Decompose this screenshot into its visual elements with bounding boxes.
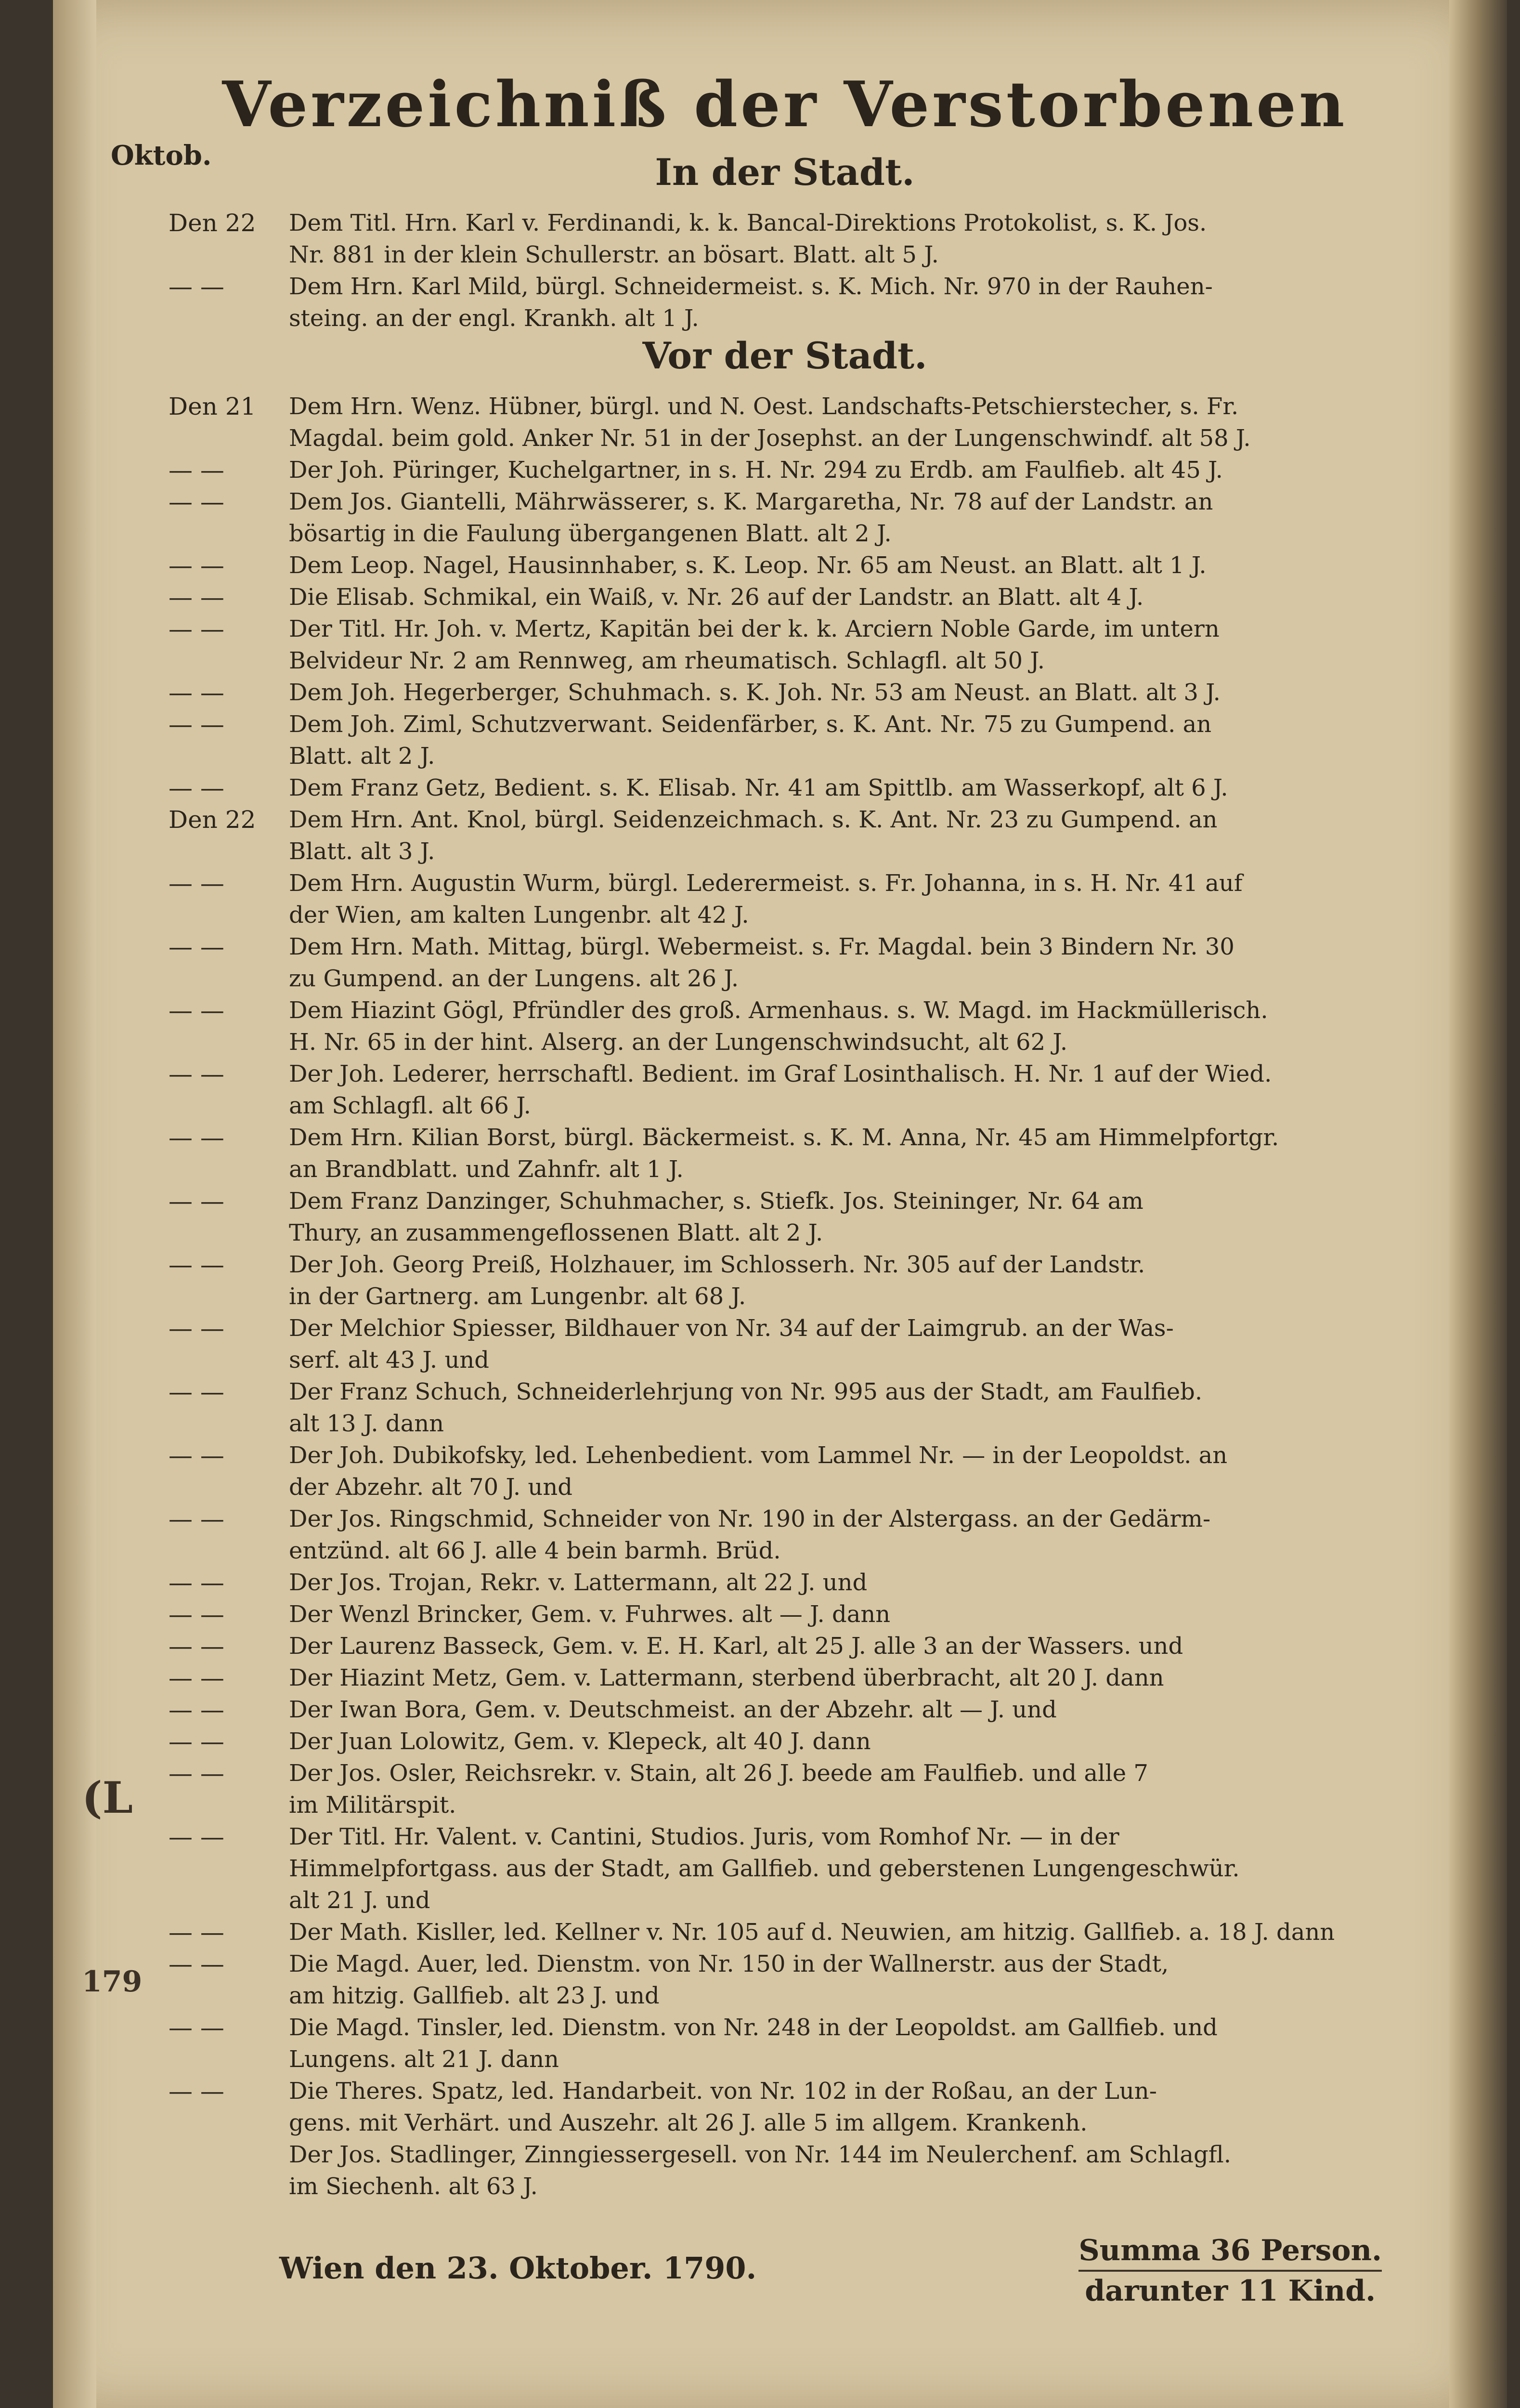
entry-line: Magdal. beim gold. Anker Nr. 51 in der Josephst. an der Lungenschwindf. alt 58 J. — [289, 425, 1251, 452]
entry-line: bösartig in die Faulung übergangenen Blatt. alt 2 J. — [289, 520, 892, 547]
entry-text — [289, 2139, 1401, 2202]
entry-line: Lungens. alt 21 J. dann — [289, 2046, 559, 2073]
entry-text — [289, 550, 1401, 581]
entry-line: Dem Hrn. Kilian Borst, bürgl. Bäckermeist. s. K. M. Anna, Nr. 45 am Himmelpfortgr. — [289, 1124, 1279, 1151]
entry-line: Die Elisab. Schmikal, ein Waiß, v. Nr. 26 auf der Landstr. an Blatt. alt 4 J. — [289, 584, 1144, 611]
entry-date: — — — [169, 996, 224, 1024]
entry-row — [169, 1376, 1401, 1440]
entry-line: Der Math. Kisller, led. Kellner v. Nr. 105 auf d. Neuwien, am hitzig. Gallfieb. a. 18 J. dann — [289, 1919, 1335, 1946]
entry-line: Dem Hrn. Karl Mild, bürgl. Schneidermeist. s. K. Mich. Nr. 970 in der Rauhen- — [289, 273, 1213, 300]
entry-row — [169, 2012, 1401, 2075]
entry-row — [169, 708, 1401, 772]
entry-text — [289, 207, 1401, 271]
entry-date: — — — [169, 2014, 224, 2042]
entry-row — [169, 1185, 1401, 1249]
entry-date: — — — [169, 1600, 224, 1628]
entry-text — [289, 1662, 1401, 1694]
entry-row — [169, 1440, 1401, 1503]
entry-row — [169, 454, 1401, 486]
entry-line: der Abzehr. alt 70 J. und — [289, 1474, 572, 1501]
entry-line: steing. an der engl. Krankh. alt 1 J. — [289, 305, 699, 332]
entry-row — [169, 613, 1401, 677]
entry-text — [289, 677, 1401, 708]
entry-line: Der Wenzl Brincker, Gem. v. Fuhrwes. alt — J. dann — [289, 1601, 891, 1628]
section-heading: Vor der Stadt. — [642, 334, 927, 377]
entry-row — [169, 1567, 1401, 1598]
entry-date: — — — [169, 1505, 224, 1533]
entry-row — [169, 1726, 1401, 1757]
entry-date: — — — [169, 1950, 224, 1978]
entry-line: Dem Hrn. Math. Mittag, bürgl. Webermeist. s. Fr. Magdal. bein 3 Bindern Nr. 30 — [289, 933, 1234, 960]
entry-date: Den 22 — [169, 806, 256, 834]
entry-line: Der Jos. Ringschmid, Schneider von Nr. 190 in der Alstergass. an der Gedärm- — [289, 1505, 1211, 1532]
entry-text — [289, 931, 1401, 995]
entry-line: Belvideur Nr. 2 am Rennweg, am rheumatisch. Schlagfl. alt 50 J. — [289, 647, 1045, 674]
entry-text — [289, 486, 1401, 550]
entry-text — [289, 804, 1401, 867]
document-title: Verzeichniß der Verstorbenen — [222, 67, 1348, 141]
entry-row — [169, 1916, 1401, 1948]
entry-line: Dem Hrn. Ant. Knol, bürgl. Seidenzeichmach. s. K. Ant. Nr. 23 zu Gumpend. an — [289, 806, 1218, 833]
entry-date: — — — [169, 1441, 224, 1469]
entry-line: Dem Leop. Nagel, Hausinnhaber, s. K. Leop. Nr. 65 am Neust. an Blatt. alt 1 J. — [289, 552, 1207, 579]
margin-mark-2: 179 — [82, 1965, 143, 1999]
entry-row — [169, 1503, 1401, 1567]
entry-text — [289, 1122, 1401, 1185]
entry-row — [169, 391, 1401, 454]
entry-text — [289, 1726, 1401, 1757]
section-heading: In der Stadt. — [655, 151, 915, 194]
entry-line: Der Jos. Osler, Reichsrekr. v. Stain, alt 26 J. beede am Faulfieb. und alle 7 — [289, 1760, 1148, 1787]
month-label: Oktob. — [111, 140, 212, 171]
entry-row — [169, 1757, 1401, 1821]
entry-date: — — — [169, 1569, 224, 1597]
entry-row — [169, 1694, 1401, 1726]
entry-date: — — — [169, 679, 224, 707]
entry-text — [289, 1821, 1401, 1916]
entry-row — [169, 1249, 1401, 1312]
entry-text — [289, 271, 1401, 334]
entry-line: zu Gumpend. an der Lungens. alt 26 J. — [289, 965, 739, 992]
entry-text — [289, 1948, 1401, 2012]
entry-row — [169, 2075, 1401, 2139]
sections-container — [169, 151, 1401, 2202]
entry-date: — — — [169, 1696, 224, 1724]
entry-date: — — — [169, 551, 224, 579]
entry-row — [169, 271, 1401, 334]
entry-row — [169, 1122, 1401, 1185]
entry-line: Himmelpfortgass. aus der Stadt, am Gallfieb. und geberstenen Lungengeschwür. — [289, 1855, 1240, 1882]
entry-date: — — — [169, 456, 224, 484]
entry-text — [289, 2012, 1401, 2075]
entry-line: Der Franz Schuch, Schneiderlehrjung von Nr. 995 aus der Stadt, am Faulfieb. — [289, 1378, 1203, 1405]
entry-line: Der Joh. Püringer, Kuchelgartner, in s. H. Nr. 294 zu Erdb. am Faulfieb. alt 45 J. — [289, 457, 1223, 484]
entry-row — [169, 1662, 1401, 1694]
entry-row — [169, 1630, 1401, 1662]
entry-line: Dem Titl. Hrn. Karl v. Ferdinandi, k. k. Bancal-Direktions Protokolist, s. K. Jos. — [289, 209, 1207, 236]
entry-row — [169, 677, 1401, 708]
entry-line: entzünd. alt 66 J. alle 4 bein barmh. Brüd. — [289, 1537, 781, 1564]
entry-line: am Schlagfl. alt 66 J. — [289, 1092, 531, 1119]
entry-text — [289, 1598, 1401, 1630]
entry-line: in der Gartnerg. am Lungenbr. alt 68 J. — [289, 1283, 746, 1310]
entry-line: Der Juan Lolowitz, Gem. v. Klepeck, alt 40 J. dann — [289, 1728, 871, 1755]
entry-row — [169, 1058, 1401, 1122]
document-content — [169, 67, 1401, 2308]
entry-date: — — — [169, 1632, 224, 1660]
entry-row — [169, 1312, 1401, 1376]
entry-line: Nr. 881 in der klein Schullerstr. an bösart. Blatt. alt 5 J. — [289, 241, 939, 268]
entry-row — [169, 2139, 1401, 2202]
entry-line: Blatt. alt 2 J. — [289, 743, 435, 770]
entry-date: — — — [169, 583, 224, 611]
entry-text — [289, 1694, 1401, 1726]
entry-text — [289, 1757, 1401, 1821]
entry-date: — — — [169, 1314, 224, 1342]
entry-text — [289, 995, 1401, 1058]
entry-date: — — — [169, 710, 224, 738]
entry-text — [289, 613, 1401, 677]
closing-date: Wien den 23. Oktober. 1790. — [279, 2251, 757, 2286]
entry-date: — — — [169, 1124, 224, 1152]
entry-text — [289, 1185, 1401, 1249]
entry-date: — — — [169, 1060, 224, 1088]
entry-text — [289, 1916, 1401, 1948]
entry-line: Dem Joh. Hegerberger, Schuhmach. s. K. Joh. Nr. 53 am Neust. an Blatt. alt 3 J. — [289, 679, 1221, 706]
entry-text — [289, 1312, 1401, 1376]
entry-date: — — — [169, 1727, 224, 1755]
entry-line: im Militärspit. — [289, 1792, 456, 1819]
entry-line: Thury, an zusammengeflossenen Blatt. alt 2 J. — [289, 1219, 823, 1246]
entry-line: Der Joh. Georg Preiß, Holzhauer, im Schlosserh. Nr. 305 auf der Landstr. — [289, 1251, 1145, 1278]
entry-line: Der Iwan Bora, Gem. v. Deutschmeist. an der Abzehr. alt — J. und — [289, 1696, 1057, 1723]
summary-block — [1078, 2231, 1382, 2312]
entries-table — [169, 391, 1401, 2202]
entry-line: Die Magd. Tinsler, led. Dienstm. von Nr. 248 in der Leopoldst. am Gallfieb. und — [289, 2014, 1218, 2041]
entry-text — [289, 2075, 1401, 2139]
entry-date: — — — [169, 774, 224, 802]
entry-text — [289, 867, 1401, 931]
entry-date: — — — [169, 273, 224, 301]
entry-line: Dem Hrn. Augustin Wurm, bürgl. Lederermeist. s. Fr. Johanna, in s. H. Nr. 41 auf — [289, 870, 1243, 897]
entry-row — [169, 486, 1401, 550]
entry-date: — — — [169, 1187, 224, 1215]
entry-line: Blatt. alt 3 J. — [289, 838, 435, 865]
entry-row — [169, 867, 1401, 931]
entry-row — [169, 1821, 1401, 1916]
entry-line: Der Melchior Spiesser, Bildhauer von Nr. 34 auf der Laimgrub. an der Was- — [289, 1315, 1174, 1342]
entry-text — [289, 772, 1401, 804]
entry-date: — — — [169, 1759, 224, 1787]
entry-text — [289, 1630, 1401, 1662]
entry-line: am hitzig. Gallfieb. alt 23 J. und — [289, 1982, 660, 2009]
entry-date: — — — [169, 615, 224, 643]
entry-date: — — — [169, 933, 224, 961]
entry-text — [289, 454, 1401, 486]
document-page — [53, 0, 1478, 2408]
entry-row — [169, 931, 1401, 995]
entry-text — [289, 1567, 1401, 1598]
entry-date: Den 21 — [169, 393, 256, 420]
entry-line: Der Hiazint Metz, Gem. v. Lattermann, sterbend überbracht, alt 20 J. dann — [289, 1664, 1164, 1691]
entry-line: Der Jos. Trojan, Rekr. v. Lattermann, alt 22 J. und — [289, 1569, 868, 1596]
entry-date: — — — [169, 2077, 224, 2105]
entry-line: Der Titl. Hr. Joh. v. Mertz, Kapitän bei der k. k. Arciern Noble Garde, im untern — [289, 615, 1220, 642]
summary-total: Summa 36 Person. — [1078, 2234, 1382, 2267]
entry-row — [169, 995, 1401, 1058]
entry-text — [289, 708, 1401, 772]
entry-line: Dem Franz Danzinger, Schuhmacher, s. Stiefk. Jos. Steininger, Nr. 64 am — [289, 1188, 1143, 1215]
entry-line: Der Titl. Hr. Valent. v. Cantini, Studios. Juris, vom Romhof Nr. — in der — [289, 1823, 1119, 1850]
entry-row — [169, 550, 1401, 581]
entry-text — [289, 1440, 1401, 1503]
entry-date: — — — [169, 1378, 224, 1406]
entry-row — [169, 772, 1401, 804]
entry-line: Der Joh. Lederer, herrschaftl. Bedient. im Graf Losinthalisch. H. Nr. 1 auf der Wied. — [289, 1060, 1272, 1087]
entry-line: Die Theres. Spatz, led. Handarbeit. von Nr. 102 in der Roßau, an der Lun- — [289, 2078, 1157, 2105]
entry-text — [289, 1376, 1401, 1440]
entry-date: — — — [169, 1918, 224, 1946]
document-footer — [169, 2231, 1401, 2308]
entry-line: Dem Hiazint Gögl, Pfründler des groß. Armenhaus. s. W. Magd. im Hackmüllerisch. — [289, 997, 1268, 1024]
entry-line: Dem Franz Getz, Bedient. s. K. Elisab. Nr. 41 am Spittlb. am Wasserkopf, alt 6 J. — [289, 774, 1228, 801]
entry-date: — — — [169, 488, 224, 516]
entry-line: Dem Hrn. Wenz. Hübner, bürgl. und N. Oest. Landschafts-Petschierstecher, s. Fr. — [289, 393, 1239, 420]
entry-line: der Wien, am kalten Lungenbr. alt 42 J. — [289, 902, 749, 929]
entry-line: alt 13 J. dann — [289, 1410, 444, 1437]
entry-date: — — — [169, 1823, 224, 1851]
entry-text — [289, 391, 1401, 454]
entry-line: Der Jos. Stadlinger, Zinngiessergesell. von Nr. 144 im Neulerchenf. am Schlagfl. — [289, 2141, 1231, 2168]
entry-date: Den 22 — [169, 209, 256, 237]
entry-line: an Brandblatt. und Zahnfr. alt 1 J. — [289, 1156, 684, 1183]
entry-date: — — — [169, 1251, 224, 1279]
entry-line: Der Laurenz Basseck, Gem. v. E. H. Karl, alt 25 J. alle 3 an der Wassers. und — [289, 1633, 1183, 1660]
entry-text — [289, 1503, 1401, 1567]
entry-row — [169, 804, 1401, 867]
entry-date: — — — [169, 1664, 224, 1692]
entry-text — [289, 1058, 1401, 1122]
entry-line: Dem Joh. Ziml, Schutzverwant. Seidenfärber, s. K. Ant. Nr. 75 zu Gumpend. an — [289, 711, 1212, 738]
page-edge-shadow — [53, 0, 96, 2408]
entry-date — [169, 2139, 289, 2202]
entry-date: — — — [169, 869, 224, 897]
entries-table — [169, 207, 1401, 334]
entry-line: H. Nr. 65 in der hint. Alserg. an der Lungenschwindsucht, alt 62 J. — [289, 1029, 1068, 1056]
entry-row — [169, 1948, 1401, 2012]
margin-mark-1: (L — [82, 1772, 133, 1823]
entry-line: serf. alt 43 J. und — [289, 1347, 489, 1374]
entry-line: Dem Jos. Giantelli, Mährwässerer, s. K. Margaretha, Nr. 78 auf der Landstr. an — [289, 488, 1213, 515]
entry-line: alt 21 J. und — [289, 1887, 430, 1914]
entry-row — [169, 1598, 1401, 1630]
page-fold — [1449, 0, 1507, 2408]
summary-children: darunter 11 Kind. — [1078, 2270, 1382, 2310]
entry-line: im Siechenh. alt 63 J. — [289, 2173, 538, 2200]
entry-row — [169, 581, 1401, 613]
entry-line: gens. mit Verhärt. und Auszehr. alt 26 J. alle 5 im allgem. Krankenh. — [289, 2109, 1088, 2136]
entry-line: Der Joh. Dubikofsky, led. Lehenbedient. vom Lammel Nr. — in der Leopoldst. an — [289, 1442, 1228, 1469]
entry-text — [289, 1249, 1401, 1312]
entry-text — [289, 581, 1401, 613]
entry-line: Die Magd. Auer, led. Dienstm. von Nr. 150 in der Wallnerstr. aus der Stadt, — [289, 1950, 1169, 1977]
entry-row — [169, 207, 1401, 271]
